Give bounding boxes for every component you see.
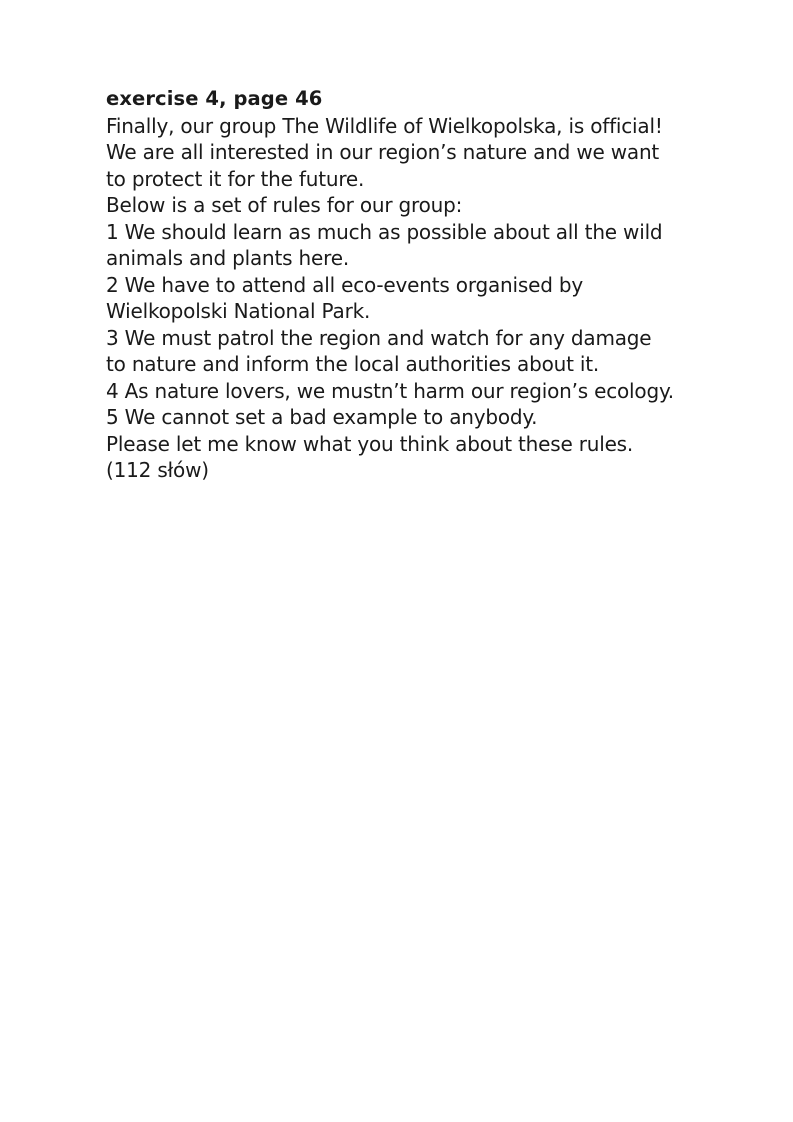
rule-3-line: 3 We must patrol the region and watch for any damage [106,325,652,350]
rule-2-line-cont: Wielkopolski National Park. [106,299,371,323]
text-line-rules-intro: Below is a set of rules for our group: [106,193,463,217]
document-body [106,86,706,484]
rule-1-line-cont: animals and plants here. [106,246,349,270]
rule-5-line: 5 We cannot set a bad example to anybody. [106,405,538,429]
rule-1-line: 1 We should learn as much as possible about all the wild [106,219,663,244]
rule-4-line: 4 As nature lovers, we mustn’t harm our region’s ecology. [106,378,674,403]
exercise-heading: exercise 4, page 46 [106,87,323,110]
text-line-intro: Finally, our group The Wildlife of Wielkopolska, is official! [106,113,663,138]
word-count: (112 słów) [106,458,209,482]
rule-2-line: 2 We have to attend all eco-events organised by [106,272,583,297]
rule-3-line-cont: to nature and inform the local authorities about it. [106,352,600,376]
text-line: to protect it for the future. [106,166,365,191]
closing-line: Please let me know what you think about these rules. [106,431,634,456]
text-line: We are all interested in our region’s nature and we want [106,140,660,164]
